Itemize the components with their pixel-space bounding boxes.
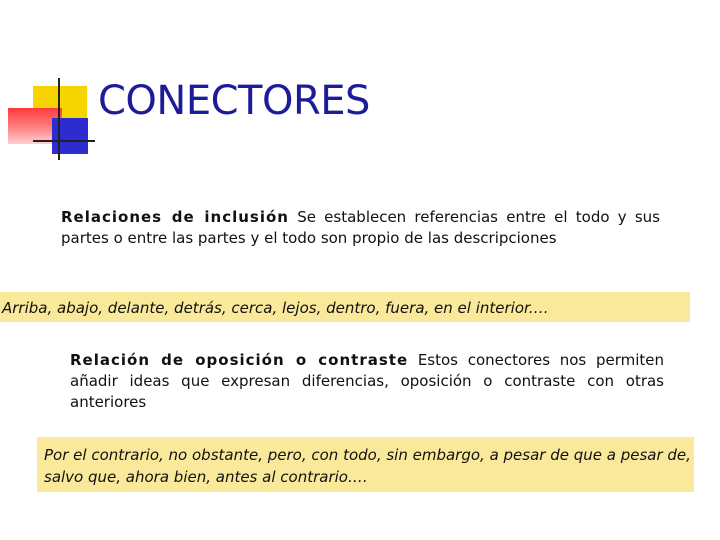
inclusion-text: Se establecen referencias entre el todo y sus partes o entre las partes y el todo son propio de las descripciones xyxy=(61,208,660,247)
slide-title: CONECTORES xyxy=(98,78,370,124)
inclusion-examples-box xyxy=(0,292,690,322)
logo-vertical-line xyxy=(58,78,60,160)
logo-horizontal-line xyxy=(33,140,95,142)
opposition-heading: Relación de oposición o contraste xyxy=(70,351,409,369)
inclusion-heading: Relaciones de inclusión xyxy=(61,208,289,226)
opposition-examples-box xyxy=(37,437,694,492)
slide-logo xyxy=(0,0,100,170)
opposition-text: Estos conectores nos permiten añadir ideas que expresan diferencias, oposición o contraste con otras anteriores xyxy=(70,351,664,411)
inclusion-examples: Arriba, abajo, delante, detrás, cerca, lejos, dentro, fuera, en el interior.… xyxy=(2,299,549,317)
opposition-examples: Por el contrario, no obstante, pero, con todo, sin embargo, a pesar de que a pesar de, salvo que, ahora bien, antes al contrario.… xyxy=(44,446,691,486)
opposition-paragraph xyxy=(70,350,664,413)
inclusion-paragraph xyxy=(61,207,660,249)
